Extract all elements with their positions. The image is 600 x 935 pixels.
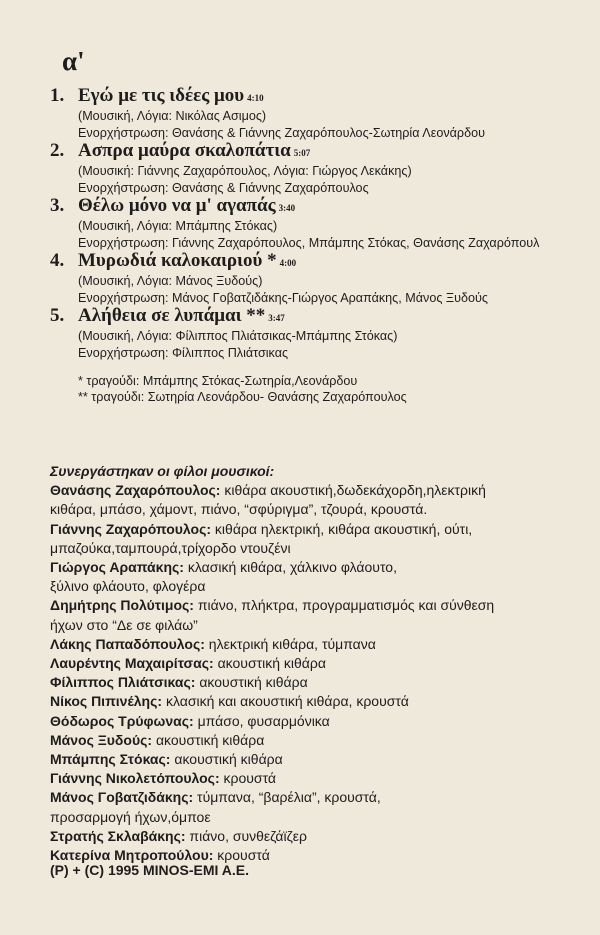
musician-instruments: ακουστική κιθάρα (195, 674, 308, 691)
musician-name: Νίκος Πιπινέλης: (50, 693, 163, 710)
track-arrangement: Ενορχήστρωση: Θανάσης & Γιάννης Ζαχαρόπουλος (78, 180, 369, 195)
musician-instruments: κλασική κιθάρα, χάλκινο φλάουτο, ξύλινο φλάουτο, φλογέρα (50, 559, 397, 595)
musician-instruments: πιάνο, πλήκτρα, προγραμματισμός και σύνθεση ήχων στο “Δε σε φιλάω” (50, 597, 495, 633)
track-arrangement: Ενορχήστρωση: Θανάσης & Γιάννης Ζαχαρόπουλος-Σωτηρία Λεονάρδου (78, 125, 485, 140)
musician-name: Μάνος Ξυδούς: (50, 731, 153, 748)
track-arrangement: Ενορχήστρωση: Φίλιππος Πλιάτσικας (78, 345, 289, 360)
musician-entry (50, 481, 590, 519)
musician-name: Κατερίνα Μητροπούλου: (50, 847, 214, 864)
track-duration: 3:40 (278, 203, 296, 213)
musician-instruments: κιθάρα ηλεκτρική, κιθάρα ακουστική, ούτι, μπαζούκα,ταμπουρά,τρίχορδο ντουζένι (50, 520, 473, 556)
musician-entry (50, 673, 590, 692)
track-credits: (Μουσική, Λόγια: Μάνος Ξυδούς) (78, 274, 263, 288)
musician-name: Δημήτρης Πολύτιμος: (50, 597, 194, 614)
track-item (50, 196, 600, 251)
track-title-row (50, 251, 600, 273)
musician-entry (50, 769, 590, 788)
track-number: 3. (50, 195, 65, 216)
track-item (50, 251, 600, 306)
musician-entry (50, 788, 590, 826)
track-number: 4. (50, 250, 65, 271)
track-duration: 4:00 (279, 258, 297, 268)
track-title-row (50, 306, 600, 328)
musician-instruments: ακουστική κιθάρα (152, 731, 265, 748)
footnote: * τραγούδι: Μπάμπης Στόκας-Σωτηρία,Λεονάρδου (78, 374, 358, 388)
track-credits: (Μουσική: Γιάννης Ζαχαρόπουλος, Λόγια: Γιώργος Λεκάκης) (78, 164, 412, 178)
musician-entry (50, 750, 590, 769)
musician-name: Μάνος Γοβατζιδάκης: (50, 789, 194, 806)
track-item (50, 86, 600, 141)
musician-entry (50, 520, 590, 558)
musician-name: Θόδωρος Τρύφωνας: (50, 712, 194, 729)
track-title: Ασπρα μαύρα σκαλοπάτια (78, 140, 291, 161)
track-credits: (Μουσική, Λόγια: Νικόλας Ασιμος) (78, 109, 267, 123)
musician-instruments: ακουστική κιθάρα (213, 655, 326, 672)
musicians-section (50, 462, 590, 865)
track-title: Μυρωδιά καλοκαιριού * (78, 250, 277, 271)
track-title-row (50, 196, 600, 218)
musician-name: Θανάσης Ζαχαρόπουλος: (50, 482, 221, 499)
side-label: α' (62, 46, 85, 76)
track-duration: 4:10 (247, 93, 264, 103)
musician-entry (50, 731, 590, 750)
copyright: (P) + (C) 1995 MINOS-EMI A.E. (50, 862, 250, 878)
footnotes (78, 373, 407, 405)
track-credits: (Μουσική, Λόγια: Φίλιππος Πλιάτσικας-Μπάμπης Στόκας) (78, 329, 398, 343)
track-duration: 5:07 (293, 148, 311, 158)
track-title-row (50, 141, 600, 163)
musician-instruments: ακουστική κιθάρα (170, 751, 283, 768)
musician-entry (50, 558, 590, 596)
footnote: ** τραγούδι: Σωτηρία Λεονάρδου- Θανάσης Ζαχαρόπουλος (78, 390, 407, 404)
musician-name: Φίλιππος Πλιάτσικας: (50, 674, 196, 691)
musician-name: Γιώργος Αραπάκης: (50, 559, 184, 576)
musician-name: Στρατής Σκλαβάκης: (50, 827, 186, 844)
musician-instruments: κιθάρα ακουστική,δωδεκάχορδη,ηλεκτρική κιθάρα, μπάσο, χάμοντ, πιάνο, “σφύριγμα”, τζουρά, κρουστά. (50, 482, 486, 518)
musician-name: Λαυρέντης Μαχαιρίτσας: (50, 655, 214, 672)
track-title: Εγώ με τις ιδέες μου (78, 85, 245, 106)
track-title: Θέλω μόνο να μ' αγαπάς (78, 195, 276, 216)
musician-name: Μπάμπης Στόκας: (50, 751, 171, 768)
musician-name: Γιάννης Νικολετόπουλος: (50, 770, 220, 787)
musician-instruments: τύμπανα, “βαρέλια”, κρουστά, προσαρμογή ήχων,όμποε (50, 789, 381, 825)
track-number: 5. (50, 305, 65, 326)
musicians-heading: Συνεργάστηκαν οι φίλοι μουσικοί: (50, 463, 275, 479)
musician-instruments: μπάσο, φυσαρμόνικα (193, 712, 330, 729)
track-number: 1. (50, 85, 65, 106)
musician-entry (50, 596, 590, 634)
track-list (50, 86, 600, 361)
track-title-row (50, 86, 600, 108)
musician-entry (50, 712, 590, 731)
musician-name: Λάκης Παπαδόπουλος: (50, 635, 205, 652)
musician-instruments: πιάνο, συνθεζάϊζερ (185, 827, 307, 844)
track-credits: (Μουσική, Λόγια: Μπάμπης Στόκας) (78, 219, 278, 233)
musician-instruments: ηλεκτρική κιθάρα, τύμπανα (204, 635, 376, 652)
musician-instruments: κρουστά (213, 847, 270, 864)
track-item (50, 141, 600, 196)
musician-entry (50, 692, 590, 711)
track-arrangement: Ενορχήστρωση: Γιάννης Ζαχαρόπουλος, Μπάμπης Στόκας, Θανάσης Ζαχαρόπουλ (78, 235, 540, 250)
musician-instruments: κρουστά (219, 770, 277, 787)
track-title: Αλήθεια σε λυπάμαι ** (78, 305, 266, 326)
musician-name: Γιάννης Ζαχαρόπουλος: (50, 520, 212, 537)
musician-entry (50, 635, 590, 654)
track-item (50, 306, 600, 361)
track-duration: 3:47 (268, 313, 285, 323)
track-number: 2. (50, 140, 65, 161)
musician-instruments: κλασική και ακουστική κιθάρα, κρουστά (162, 693, 409, 710)
musician-entry (50, 654, 590, 673)
musician-entry (50, 827, 590, 846)
track-arrangement: Ενορχήστρωση: Μάνος Γοβατζιδάκης-Γιώργος Αραπάκης, Μάνος Ξυδούς (78, 290, 488, 305)
